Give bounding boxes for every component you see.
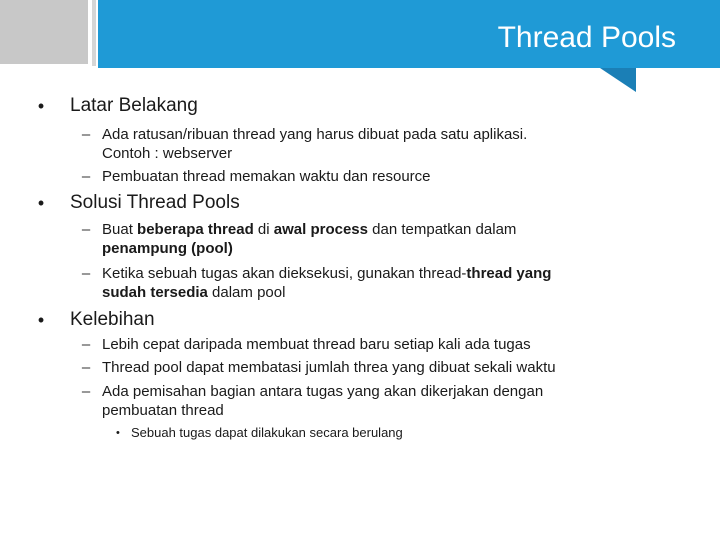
list-item-line: Ada pemisahan bagian antara tugas yang akan dikerjakan dengan [102, 383, 544, 400]
bold-text: sudah tersedia [102, 284, 208, 301]
bold-text: beberapa thread [137, 221, 254, 238]
text-run: dan tempatkan dalam [367, 221, 517, 238]
dash-icon: – [81, 383, 91, 400]
dash-icon: – [81, 336, 91, 353]
bullet-icon: • [37, 310, 45, 330]
text-run: dalam pool [207, 284, 286, 301]
dash-icon: – [81, 359, 91, 376]
list-item-line [102, 264, 551, 283]
header-accent-triangle [600, 68, 636, 92]
slide-title: Thread Pools [497, 21, 676, 54]
list-item-line: pembuatan thread [102, 402, 224, 419]
dash-icon: – [81, 265, 91, 282]
list-item-line: Pembuatan thread memakan waktu dan resource [102, 168, 431, 185]
text-run: Buat [102, 221, 138, 238]
bullet-icon: • [37, 193, 45, 213]
dash-icon: – [81, 126, 91, 143]
dash-icon: – [81, 221, 91, 238]
list-item-line: Contoh : webserver [102, 145, 233, 162]
list-item-line: Ada ratusan/ribuan thread yang harus dibuat pada satu aplikasi. [102, 126, 528, 143]
section-heading: Latar Belakang [70, 95, 198, 116]
text-run: di [253, 221, 274, 238]
bold-text: thread yang [466, 265, 552, 282]
list-item-line [102, 220, 516, 239]
bullet-icon: • [37, 96, 45, 116]
bold-text: penampung (pool) [102, 240, 233, 257]
section-heading: Kelebihan [70, 309, 155, 330]
sub-list-item: Sebuah tugas dapat dilakukan secara berulang [131, 425, 403, 440]
text-run: Ketika sebuah tugas akan dieksekusi, gunakan thread- [102, 265, 467, 282]
header-divider [92, 0, 96, 66]
bold-text: awal process [273, 221, 368, 238]
dash-icon: – [81, 168, 91, 185]
list-item-line [102, 239, 233, 258]
section-heading: Solusi Thread Pools [70, 192, 240, 213]
sub-bullet-icon: • [116, 427, 120, 439]
list-item-line: Lebih cepat daripada membuat thread baru setiap kali ada tugas [102, 336, 531, 353]
list-item-line: Thread pool dapat membatasi jumlah threa yang dibuat sekali waktu [102, 359, 556, 376]
header-gray-block [0, 0, 88, 64]
list-item-line [102, 283, 285, 302]
